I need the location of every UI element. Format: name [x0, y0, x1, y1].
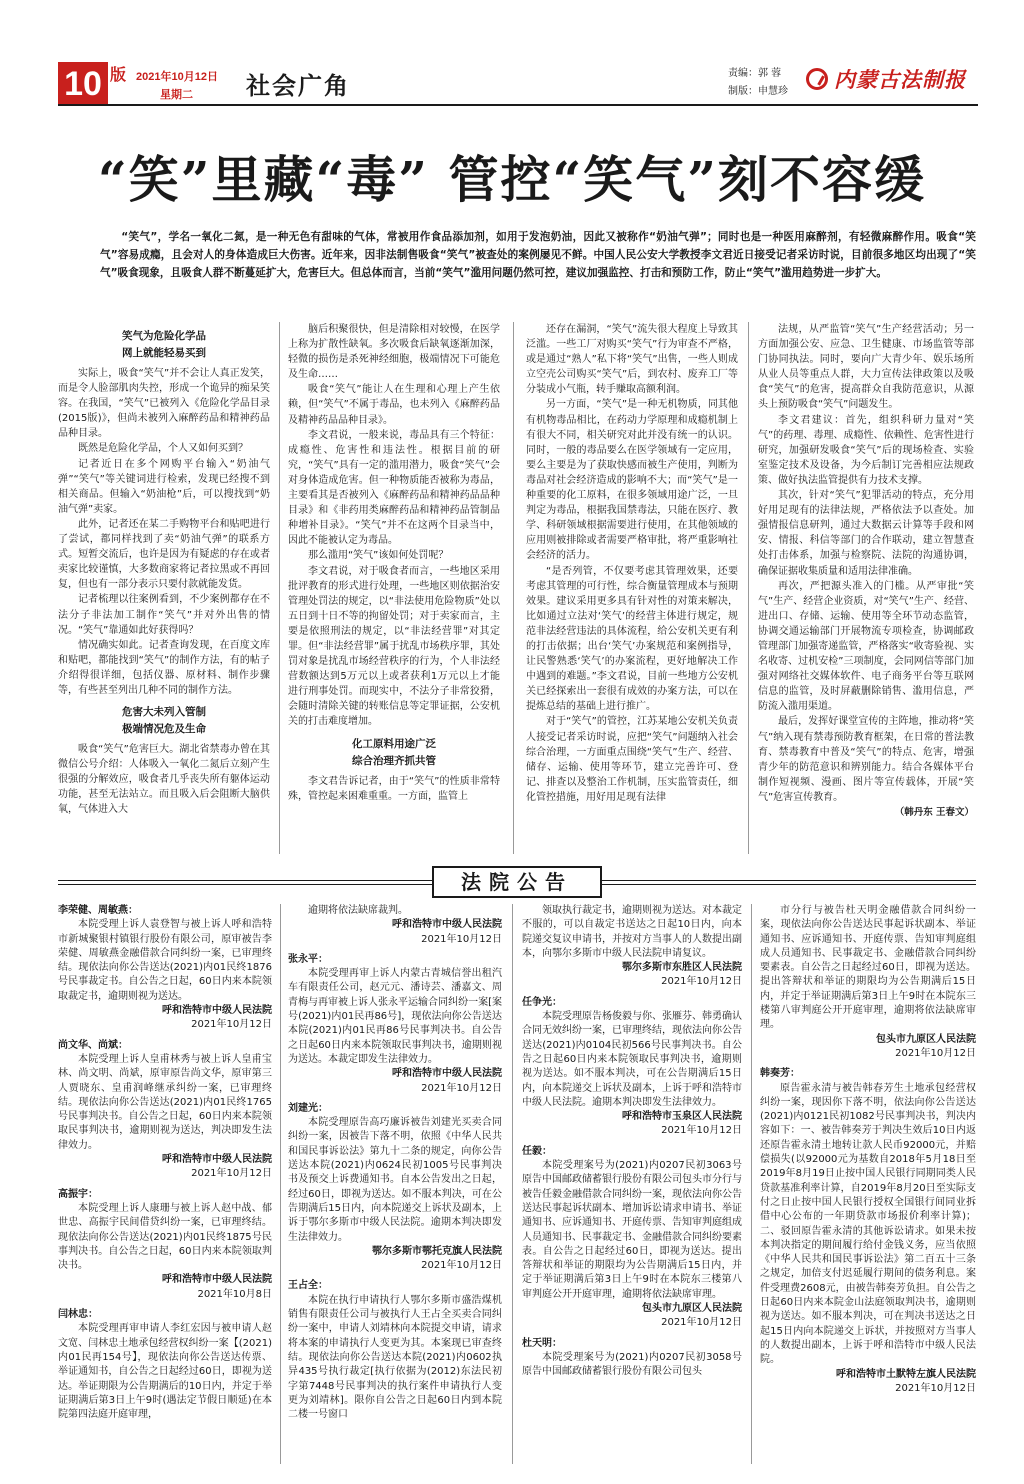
notice-recipient: 张永平： [288, 953, 328, 965]
notice-court: 鄂尔多斯市东胜区人民法院 [622, 962, 742, 974]
column-divider [280, 904, 281, 1464]
paragraph: 实际上，吸食“笑气”并不会让人真正发笑，而是令人脸部肌肉失控，形成一个诡异的痴呆笑容。在我国，“笑气”已被列入《危险化学品目录(2015版)》，但尚未被列入麻醉药品和精神药品品种目录。 [58, 368, 270, 440]
paragraph: 再次，严把源头准入的门槛。从严审批“笑气”生产、经营企业资质，对“笑气”生产、经营、进出口、存储、运输、使用等全环节动态监管，协调交通运输部门开展物流专项检查，协调邮政管理部门加强寄递监管，严格落实“收寄验视、实名收寄、过机安检”三项制度，会同网信等部门加强对网络社交媒体软件、电子商务平台等互联网信息的监管，及时屏蔽删除销售、滥用信息，严防流入滥用渠道。 [758, 580, 974, 713]
notice-body: 本院受理上诉人皇甫林秀与被上诉人皇甫宝林、尚文明、尚斌，原审原告尚文华，原审第三人贾晓东、皇甫润峰继承纠纷一案，已审理终结。现依法向你公告送达(2021)内01民终1765号民事判决书。自公告之日起，60日内来本院领取民事判决书，逾期则视为送达，判决即发生法律效力。 [58, 1053, 272, 1151]
notice-court: 呼和浩特市中级人民法院 [392, 919, 502, 931]
notice-body: 本院受理原告高巧廉诉被告刘建光买卖合同纠纷一案，因被告下落不明，依照《中华人民共和国民事诉讼法》第九十二条的规定，向你公告送达本院(2021)内0624民初1005号民事判决书及预交上诉费通知书。自本公告发出之日起，经过60日，即视为送达。如不服本判决，可在公告期满后15日内，向本院递交上诉状及副本，上诉于鄂尔多斯市中级人民法院。逾期本判决即发生法律效力。 [288, 1117, 502, 1243]
notice-date: 2021年10月8日 [197, 1288, 272, 1300]
notice-date: 2021年10月12日 [421, 933, 502, 945]
paragraph: 另一方面，“笑气”是一种无机物质，同其他有机物毒品相比，在药动力学原理和成瘾机制上有很大不同，相关研究对此并没有统一的认识。同时，一般的毒品要么在医学领域有一定应用，要么主要是为了获取快感而被生产使用，判断为毒品对社会经济造成的影响不大；而“笑气”是一种重要的化工原料，在很多领域用途广泛，一旦判定为毒品，根据我国禁毒法，只能在医疗、教学、科研领域根据需要进行使用，在其他领域的应用则被排除或者需要严格审批，将严重影响社会经济的活力。 [526, 399, 738, 562]
notice-recipient: 刘建光： [288, 1102, 328, 1114]
paragraph: 还存在漏洞，“笑气”流失很大程度上导致其泛滥。一些工厂对购买“笑气”行为审查不严格，或是通过“熟人”私下将“笑气”出售，一些人则成立空壳公司购买“笑气”后，到农村、废弃工厂等分装成小气瓶，转手赚取高额利润。 [526, 324, 738, 396]
notice-body: 原告霍永清与被告韩春芳生土地承包经营权纠纷一案，现因你下落不明，依法向你公告送达(2021)内0121民初1082号民事判决书，判决内容如下：一、被告韩奏芳于判决生效后10日内返还原告霍永清土地转让款人民币92000元，并赔偿损失(以92000元为基数自2018年5月18日至2019年8月19日止按中国人民银行同期同类人民贷款基准利率计算，自2019年8月20日至实际支付之日止按中国人民银行授权全国银行间同业拆借中心公布的一年期贷款市场报价利率计算)；二、驳回原告霍永清的其他诉讼请求。如果未按本判决指定的期间履行给付金钱义务，应当依照《中华人民共和国民事诉讼法》第二百五十三条之规定，加倍支付迟延履行期间的债务利息。案件受理费2608元，由被告韩奏芳负担。自公告之日起60日内来本院金山法庭领取判决书，逾期则视为送达。如不服本判决，可在判决书送达之日起15日内向本院递交上诉状，并按照对方当事人的人数提出副本，上诉于呼和浩特市中级人民法院。 [760, 1082, 976, 1366]
notice-date: 2021年10月12日 [421, 1260, 502, 1272]
editor-credit: 责编：郭 蓉 [728, 68, 782, 79]
article-column-4 [758, 322, 974, 854]
notice-court: 呼和浩特市中级人民法院 [392, 1068, 502, 1080]
article-lead: “笑气”，学名一氧化二氮，是一种无色有甜味的气体，常被用作食品添加剂，如用于发泡奶油，因此又被称作“奶油气弹”；同时也是一种医用麻醉剂，有轻微麻醉作用。吸食“笑气”容易成瘾，且会对人的身体造成巨大伤害。近年来，因非法制售吸食“笑气”被查处的案例屡见不鲜。中国人民公安大学教授李文君近日接受记者采访时说，目前很多地区均出现了“笑气”吸食现象，且吸食人群不断蔓延扩大，危害巨大。但总体而言，当前“笑气”滥用问题仍然可控，建议加强监控、打击和预防工作，防止“笑气”滥用趋势进一步扩大。 [100, 231, 976, 280]
notice-column-1 [58, 904, 272, 1464]
column-divider [748, 322, 749, 854]
notice-date: 2021年10月12日 [191, 1019, 272, 1031]
notice-recipient: 任毅： [522, 1145, 552, 1157]
paragraph: 其次，针对“笑气”犯罪活动的特点，充分用好用足现有的法律法规，严格依法予以查处。加强情报信息研判，通过大数据云计算等手段和网安、情报、科信等部门的合作联动，建立智慧查处打击体系，加强与检察院、法院的沟通协调，确保证据收集质量和适用法律准确。 [758, 490, 974, 577]
notice-column-3 [522, 904, 742, 1464]
notice-date: 2021年10月12日 [661, 1317, 742, 1329]
notice-body: 本院在执行申请执行人鄂尔多斯市盛浩煤机销售有限责任公司与被执行人王占全买卖合同纠纷一案中，申请人刘靖林向本院提交申请，请求将本案的申请执行人变更为其。本案现已审查终结。现依法向你公告送达本院(2021)内0602执异435号执行裁定[执行依据为(2012)东法民初字第7448号民事判决的执行案件申请执行人变更为刘靖林]。限你自公告之日起60日内到本院二楼一号窗口 [288, 1294, 502, 1421]
subheading-line: 化工原料用途广泛 [352, 737, 436, 750]
paragraph: 最后，发挥好课堂宣传的主阵地，推动将“笑气”纳入现有禁毒预防教育框架，在日常的普法教育、禁毒教育中普及“笑气”的特点、危害，增强青少年的防范意识和辨别能力。结合各媒体平台制作短视频、漫画、图片等宣传载体，开展“笑气”危害宣传教育。 [758, 716, 974, 803]
notice-recipient: 高振宇： [58, 1188, 98, 1200]
subheading-2 [58, 704, 270, 738]
paragraph: 李文君告诉记者，由于“笑气”的性质非常特殊，管控起来困难重重。一方面，监管上 [288, 775, 500, 802]
notice-body: 本院受理上诉人康珊与被上诉人赵中战、郁世忠、高振宇民间借贷纠纷一案，已审理终结。现依法向你公告送达(2021)内01民终1875号民事判决书。自公告之日起，60日内来本院领取判决书。 [58, 1202, 272, 1272]
header-rule [58, 104, 978, 106]
column-divider [751, 904, 752, 1464]
paragraph: 情况确实如此。记者查询发现，在百度文库和贴吧，都能找到“笑气”的制作方法，有的帖子介绍得很详细，包括仪器、原材料、制作步骤等，有些甚至列出几种不同的制作方法。 [58, 639, 270, 696]
newspaper-logo [806, 62, 986, 96]
notice-court: 呼和浩特市玉泉区人民法院 [622, 1111, 742, 1123]
notice-court: 呼和浩特市中级人民法院 [162, 1154, 272, 1166]
notice-column-2 [288, 904, 502, 1464]
notice-recipient: 王占全： [288, 1280, 328, 1292]
notice-court: 鄂尔多斯市鄂托克旗人民法院 [372, 1245, 502, 1257]
article-headline: “笑”里藏“毒” 管控“笑气”刻不容缓 [98, 150, 926, 209]
notice-date: 2021年10月12日 [895, 1047, 976, 1059]
notice-recipient: 李荣健、周敏燕： [58, 905, 138, 916]
subheading-line: 综合治理齐抓共管 [352, 754, 436, 767]
notice-body: 本院受理再审申请人李红宏因与被申请人赵文宽、闫林忠土地承包经营权纠纷一案【(2021)内01民再154号】，现依法向你公告送达传票、举证通知书，自公告之日起经过60日，即视为送达。举证期限为公告期满后的10日内，并定于举证期满后第3日上午9时(遇法定节假日顺延)在本院第四法庭开庭审理， [58, 1323, 272, 1421]
producer-credit: 制版：申慧珍 [728, 86, 788, 97]
paragraph: 李文君说，对于吸食者而言，一些地区采用批评教育的形式进行处理，一些地区则依据治安管理处罚法的规定，以“非法使用危险物质”处以五日到十日不等的拘留处罚；对于卖家而言，主要是依照刑法的规定，以“非法经营罪”对其定罪。但“非法经营罪”属于扰乱市场秩序罪，其处罚对象是扰乱市场经营秩序的行为，个人非法经营数额达到5万元以上或者获利1万元以上才能进行刑事处罚。而现实中，不法分子非常狡猾，会随时清除关键的转账信息等定罪证据，公安机关的打击难度增加。 [288, 565, 500, 728]
notice-body: 本院受理原告杨俊毅与你、张雁芬、韩勇确认合同无效纠纷一案，已审理终结，现依法向你公告送达(2021)内0104民初566号民事判决书。自公告之日起60日内来本院领取民事判决书，逾期则视为送达。如不服本判决，可在公告期满后15日内，向本院递交上诉状及副本，上诉于呼和浩特市中级人民法院。逾期本判决即发生法律效力。 [522, 1011, 742, 1108]
paragraph: 记者近日在多个网购平台输入“奶油气弹”“笑气”等关键词进行检索，发现已经搜不到相关商品。但输入“奶油枪”后，可以搜找到“奶油气弹”卖家。 [58, 458, 270, 515]
paragraph: 法规，从严监管“笑气”生产经营活动；另一方面加强公安、应急、卫生健康、市场监管等部门协同执法。同时，要向广大青少年、娱乐场所从业人员等重点人群，大力宣传法律政策以及吸食“笑气”的危害，提高群众自我防范意识，从源头上预防吸食“笑气”问题发生。 [758, 324, 974, 411]
notice-recipient: 尚文华、尚斌： [58, 1039, 128, 1051]
notice-body: 领取执行裁定书，逾期则视为送达。对本裁定不服的，可以自裁定书送达之日起10日内，向本院递交复议申请书，并按对方当事人的人数提出副本，向鄂尔多斯市中级人民法院申请复议。 [522, 905, 742, 959]
court-notice-banner [58, 866, 976, 898]
article-column-3 [526, 322, 738, 854]
paragraph: 李文君建议：首先，组织科研力量对“笑气”的药理、毒理、成瘾性、依赖性、危害性进行研究，加强研发吸食“笑气”后的现场检查、实验室鉴定技术及设备，为今后制订完善相应法规政策、做好执法监管提供有力技术支撑。 [758, 414, 974, 486]
subheading-3 [288, 736, 500, 770]
notice-body: 本院受理再审上诉人内蒙古青城信誉出租汽车有限责任公司，赵元元、潘诗芸、潘嘉文、周青梅与再审被上诉人张永平运输合同纠纷一案[案号(2021)内01民再86号]，现依法向你公告送达本院(2021)内01民再86号民事判决书。自公告之日起60日内来本院领取民事判决书，逾期则视为送达。本裁定即发生法律效力。 [288, 968, 502, 1065]
column-divider [279, 322, 280, 854]
notice-body: 本院受理案号为(2021)内0207民初3063号原告中国邮政储蓄银行股份有限公司包头市分行与被告任毅金融借款合同纠纷一案，现依法向你公告送达民事起诉状副本、增加诉讼请求申请书、举证通知书、应诉通知书、开庭传票、告知审判庭组成人员通知书、民事裁定书、金融借款合同纠纷要素表。自公告之日起经过60日，即视为送达。提出答辩状和举证的期限均为公告期满后15日内，并定于举证期满后第3日上午9时在本院东三楼第八审判庭公开开庭审理，逾期将依法缺席审理。 [522, 1160, 742, 1300]
notice-column-4 [760, 904, 976, 1464]
notice-date: 2021年10月12日 [661, 1125, 742, 1137]
notice-body: 市分行与被告杜天明金融借款合同纠纷一案，现依法向你公告送达民事起诉状副本、举证通知书、应诉通知书、开庭传票、告知审判庭组成人员通知书、民事裁定书、金融借款合同纠纷要素表。自公告之日起经过60日，即视为送达。提出答辩状和举证的期限均为公告期满后15日内，并定于举证期满后第3日上午9时在本院东三楼第八审判庭公开开庭审理，逾期将依法缺席审理。 [760, 905, 976, 1031]
court-notice-title: 法院公告 [432, 866, 602, 898]
notice-date: 2021年10月12日 [895, 1382, 976, 1394]
section-title: 社会广角 [246, 72, 350, 100]
issue-weekday: 星期二 [160, 88, 193, 101]
subheading-line: 极端情况危及生命 [122, 723, 206, 736]
subheading-line: 网上就能轻易买到 [122, 347, 206, 359]
paragraph: 那么滥用“笑气”该如何处罚呢？ [308, 550, 449, 562]
paragraph: 记者梳理以往案例看到，不少案例都存在不法分子非法加工制作“笑气”并对外出售的情况。“笑气”靠通如此好获得吗？ [58, 594, 270, 636]
notice-date: 2021年10月12日 [661, 976, 742, 988]
notice-body: 本院受理案号为(2021)内0207民初3058号原告中国邮政储蓄银行股份有限公司包头 [522, 1351, 742, 1378]
notice-recipient: 闫林忠： [58, 1309, 98, 1321]
paragraph: 脑后积聚很快，但是清除相对较慢，在医学上称为扩散性缺氧。多次吸食后缺氧逐渐加深，轻微的损伤是杀死神经细胞，极端情况下可能危及生命…… [288, 324, 500, 381]
notice-court: 呼和浩特市中级人民法院 [162, 1274, 272, 1286]
paragraph: 对于“笑气”的管控，江苏某地公安机关负责人接受记者采访时说，应把“笑气”问题纳入社会综合治理，一方面重点围绕“笑气”生产、经营、储存、运输、使用等环节，建立完善许可、登记、排查以及整治工作机制，压实监管责任，细化管控措施，用好用足现有法律 [526, 716, 738, 803]
paragraph: 吸食“笑气”危害巨大。湖北省禁毒办曾在其微信公号介绍：人体吸入一氧化二氮后立刻产生很强的分解效应，吸食者几乎丧失所有躯体运动功能，甚至无法站立。而且吸入后会阻断大脑供氧，气体进入大 [58, 744, 270, 816]
newspaper-name: 内蒙古法制报 [834, 67, 966, 92]
notice-court: 包头市九原区人民法院 [642, 1303, 742, 1315]
subheading-line: 危害大未列入管制 [122, 706, 206, 719]
notice-court: 呼和浩特市土默特左旗人民法院 [836, 1368, 976, 1380]
notice-body: 本院受理上诉人袁登智与被上诉人呼和浩特市新城聚银村镇银行股份有限公司，原审被告李荣健、周敏燕金融借款合同纠纷一案，已审理终结。现依法向你公告送达(2021)内01民终1876号民事裁定书。自公告之日起，60日内来本院领取裁定书，逾期则视为送达。 [58, 919, 272, 1002]
column-divider [513, 322, 514, 854]
newspaper-logo-icon [806, 68, 828, 90]
notice-court: 呼和浩特市中级人民法院 [162, 1005, 272, 1017]
page-label: 版 [110, 65, 127, 84]
notice-court: 包头市九原区人民法院 [876, 1033, 976, 1045]
notice-recipient: 杜天明： [522, 1337, 562, 1349]
page-number: 10 [58, 62, 108, 106]
paragraph: “是否列管，不仅要考虑其管理效果，还要考虑其管理的可行性，综合衡量管理成本与预期效果。建议采用更多具有针对性的对策来解决，比如通过立法对‘笑气’的经营主体进行规定，规范非法经营违法的具体流程，给公安机关更有利的打击依据；出台‘笑气’办案规范和案例指导，让民警熟悉‘笑气’的办案流程，更好地解决工作中遇到的难题。”李文君说，目前一些地方公安机关已经探索出一套很有成效的办案方法，可以在提炼总结的基础上进行推广。 [526, 565, 738, 713]
paragraph: 既然是危险化学品，个人又如何买到？ [78, 443, 248, 455]
article-column-2 [288, 322, 500, 854]
notice-body: 逾期将依法缺席裁判。 [308, 905, 408, 916]
paragraph: 此外，记者还在某二手购物平台和贴吧进行了尝试，都同样找到了卖“奶油气弹”的联系方式。短暂交流后，也许是因为有疑虑的存在或者卖家比较谨慎，大多数商家将记者拉黑或不再回复，但也有一部分表示只要付款就能发货。 [58, 518, 270, 591]
column-divider [512, 904, 513, 1464]
issue-date: 2021年10月12日 [136, 71, 218, 83]
subheading-line: 笑气为危险化学品 [122, 330, 206, 342]
notice-date: 2021年10月12日 [421, 1082, 502, 1094]
article-byline: （韩丹东 王春文） [894, 807, 974, 818]
paragraph: 吸食“笑气”能让人在生理和心理上产生依赖，但“笑气”不属于毒品，也未列入《麻醉药品及精神药品品种目录》。 [288, 384, 500, 426]
notice-recipient: 任争光： [522, 996, 562, 1008]
article-column-1 [58, 322, 270, 854]
notice-recipient: 韩奏芳： [760, 1068, 800, 1080]
notice-date: 2021年10月12日 [191, 1168, 272, 1180]
subheading-1 [58, 328, 270, 362]
paragraph: 李文君说，一般来说，毒品具有三个特征：成瘾性、危害性和违法性。根据目前的研究，“笑气”具有一定的滥用潜力，吸食“笑气”会对身体造成危害。但一种物质能否被称为毒品，主要看其是否被列入《麻醉药品和精神药品品种目录》和《非药用类麻醉药品和精神药品管制品种增补目录》。“笑气”并不在这两个目录当中，因此不能被认定为毒品。 [288, 429, 500, 547]
